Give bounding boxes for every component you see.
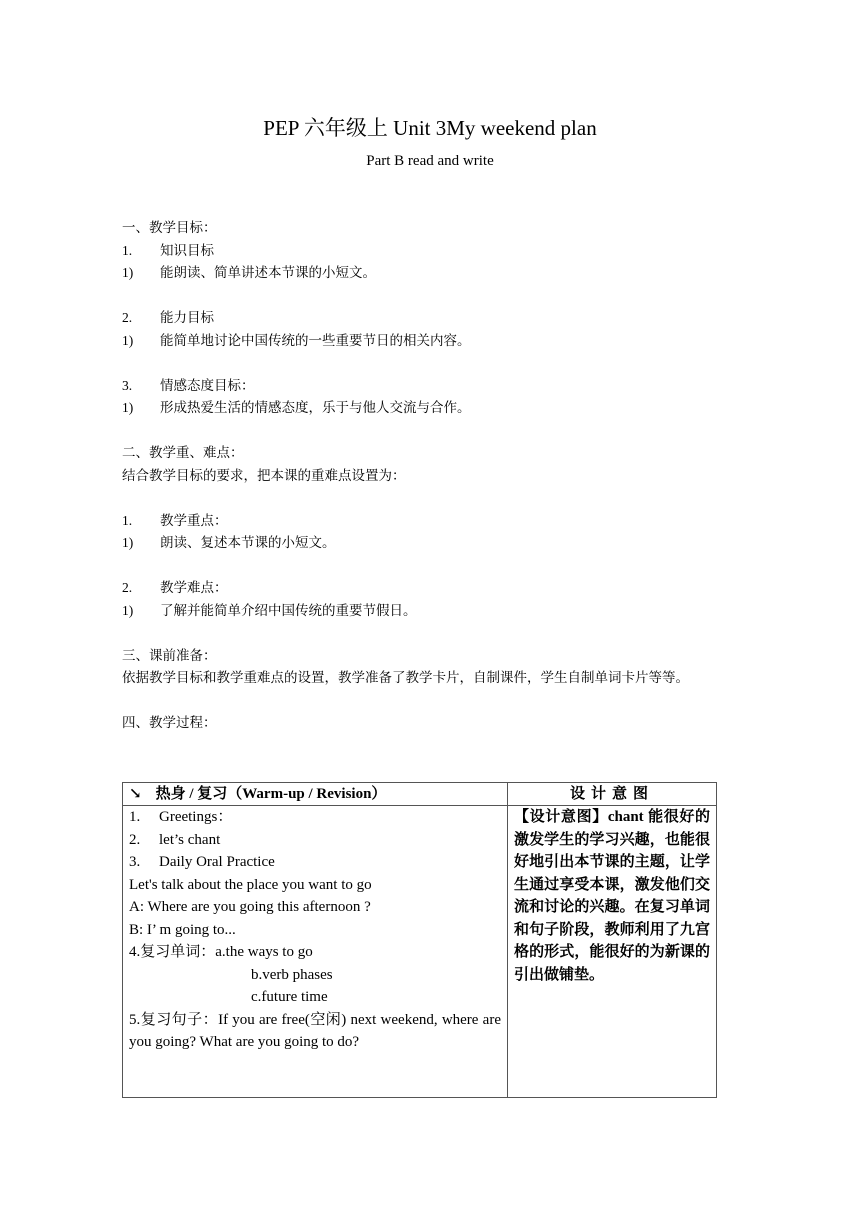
table-line: A: Where are you going this afternoon ? <box>129 899 371 915</box>
list-item <box>122 577 734 600</box>
table-header-label: 热身 / 复习（Warm-up / Revision） <box>155 786 387 802</box>
list-item <box>122 375 734 398</box>
list-label: 教学重点： <box>160 512 228 528</box>
document-subtitle: Part B read and write <box>366 153 494 169</box>
list-item <box>129 851 501 874</box>
list-text: 能简单地讨论中国传统的一些重要节日的相关内容。 <box>160 332 471 348</box>
table-line: b.verb phases <box>251 966 333 983</box>
list-number: 1) <box>122 602 134 618</box>
document-body <box>122 217 734 735</box>
warmup-steps-cell <box>123 806 508 1098</box>
list-item <box>122 510 734 533</box>
list-item <box>122 600 734 623</box>
section-heading-key-points: 二、教学重、难点： <box>122 445 244 460</box>
list-number: 2. <box>122 580 133 595</box>
list-number: 2. <box>129 831 141 848</box>
list-item <box>122 397 734 420</box>
list-number: 3. <box>129 854 141 870</box>
table-line: 4.复习单词：a.the ways to go <box>129 944 313 960</box>
arrow-icon: ↘ <box>129 786 142 802</box>
list-item <box>122 262 734 285</box>
list-number: 3. <box>122 377 133 393</box>
list-number: 1. <box>122 512 133 528</box>
table-row <box>123 806 717 1098</box>
section-heading-preparation: 三、课前准备： <box>122 647 217 663</box>
table-line: 5.复习句子：If you are free(空闲) next weekend, where are you going? What are you going to do? <box>129 1011 501 1050</box>
lesson-plan-table <box>122 782 717 1098</box>
list-text: Greetings： <box>159 809 233 825</box>
list-number: 1) <box>122 535 134 550</box>
list-label: 情感态度目标： <box>160 377 255 393</box>
list-text: let’s chant <box>159 831 221 848</box>
list-number: 1. <box>129 809 141 825</box>
table-header-design-intent: 设计意图 <box>508 783 717 806</box>
list-item <box>129 806 501 829</box>
design-intent-cell: 【设计意图】chant 能很好的激发学生的学习兴趣，也能很好地引出本节课的主题，让学生通过享受本课，激发他们交流和讨论的兴趣。在复习单词和句子阶段，教师利用了九宫格的形式，能很好的为新课的引出做铺垫。 <box>508 806 717 1098</box>
list-item <box>129 829 501 852</box>
list-number: 1) <box>122 265 134 280</box>
list-text: Daily Oral Practice <box>159 854 275 870</box>
list-text: 了解并能简单介绍中国传统的重要节假日。 <box>160 602 417 618</box>
list-label: 教学难点： <box>160 580 228 595</box>
list-label: 知识目标 <box>160 242 214 258</box>
list-number: 2. <box>122 310 133 325</box>
list-number: 1) <box>122 332 134 348</box>
list-number: 1. <box>122 242 133 258</box>
list-label: 能力目标 <box>160 310 214 325</box>
list-item <box>122 532 734 555</box>
list-number: 1) <box>122 400 134 415</box>
list-item <box>122 307 734 330</box>
table-line: c.future time <box>251 989 328 1005</box>
list-text: 能朗读、简单讲述本节课的小短文。 <box>160 265 376 280</box>
section-intro: 结合教学目标的要求，把本课的重难点设置为： <box>122 467 406 483</box>
section-heading-process: 四、教学过程： <box>122 715 217 730</box>
table-line: B: I’ m going to... <box>129 921 236 938</box>
section-paragraph: 依据教学目标和教学重难点的设置，教学准备了教学卡片，自制课件，学生自制单词卡片等等。 <box>122 670 689 685</box>
list-text: 朗读、复述本节课的小短文。 <box>160 535 336 550</box>
document-title: PEP 六年级上 Unit 3My weekend plan <box>263 116 597 140</box>
section-heading-objectives: 一、教学目标： <box>122 220 217 235</box>
list-item <box>122 240 734 263</box>
table-header-warmup <box>123 783 508 806</box>
list-item <box>122 330 734 353</box>
table-header-row <box>123 783 717 806</box>
list-text: 形成热爱生活的情感态度，乐于与他人交流与合作。 <box>160 400 471 415</box>
table-line: Let's talk about the place you want to go <box>129 876 372 893</box>
